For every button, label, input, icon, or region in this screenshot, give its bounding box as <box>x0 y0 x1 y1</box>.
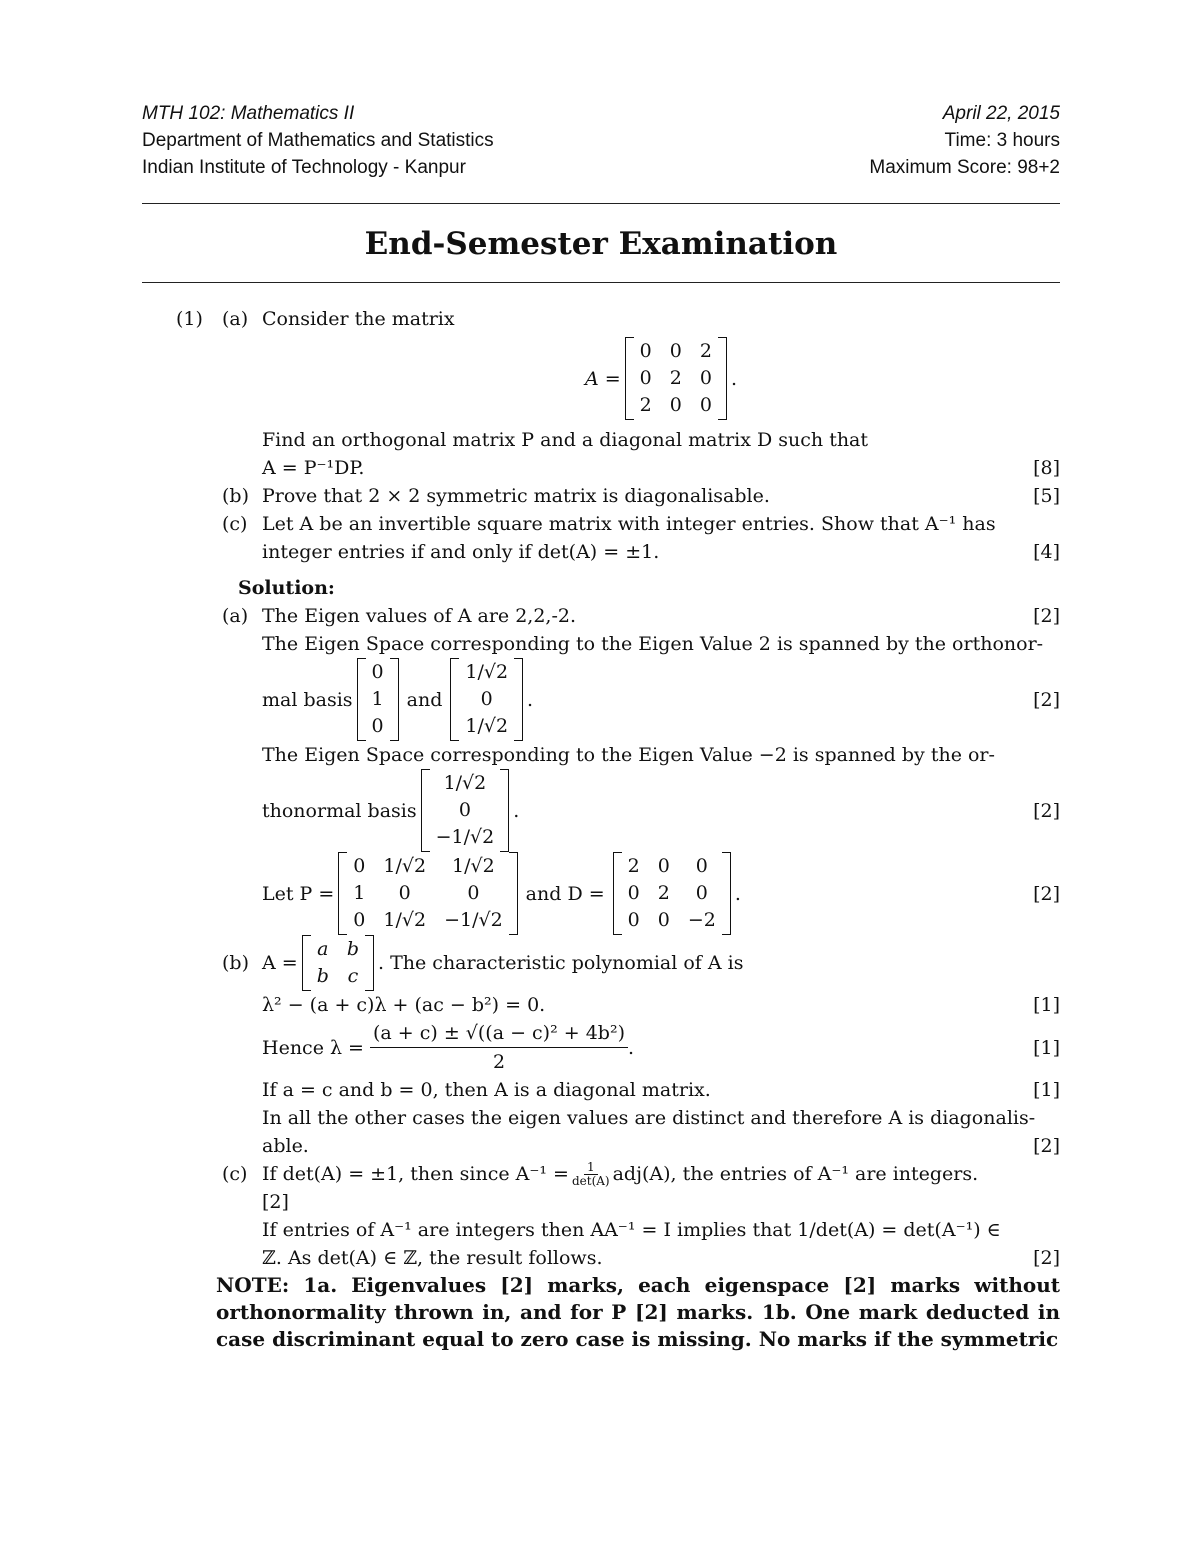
sol-mark-5: [1] <box>1033 994 1060 1016</box>
matrix-cell: a <box>317 938 329 960</box>
sol-a-label: (a) <box>222 605 249 627</box>
part-a-label: (a) <box>222 308 249 330</box>
matrix-cell: 2 <box>699 340 712 362</box>
solution: Solution: (a) The Eigen values of A are 2,2,-2. [2] The Eigen Space corresponding to the Eigen Value 2 is spanned by the orthonor- mal basis 0 1 0 and 1/√2 0 1/√2 . [2] The Eigen Space corresponding to the Eigen Value −2 is spanned by the or- thonormal basis 1/√2 0 −1/√2 . [2] Let P = 0 1/√2 1/√2 1 0 0 0 1/√2 −1/√2 and D = 2 0 0 0 2 0 0 0 −2 . [2] (b) A = a b b c . The characteristic polynomial of A is λ² − (a + c)λ + (ac − b²) = 0. [1] Hence λ = $\frac{\text{(a + c) ± √((a − c)² + 4b²)}}{2}$ . [1] If a = c and b = 0, then A is a diagonal matrix. [1] In all the other cases the eigen values are distinct and therefore A is diagonalis- able. [2] (c) If det(A) = ±1, then since A⁻¹ = $\frac{1}{\det(A)}$ adj(A), the entries of A⁻¹ are integers. [2] If entries of A⁻¹ are integers then AA⁻¹ = I implies that 1/det(A) = det(A⁻¹) ∈ ℤ. As det(A) ∈ ℤ, the result follows. [2] <box>142 574 1060 1272</box>
matrix-cell: 1 <box>353 882 366 904</box>
matrix-cell: 0 <box>699 367 712 389</box>
department: Department of Mathematics and Statistics <box>142 130 494 151</box>
matrix-a-display: A = 0 0 2 0 2 0 2 0 0 . <box>262 337 1060 420</box>
part-a-formula: A = P⁻¹DP. <box>262 457 365 479</box>
matrix-cell: 0 <box>371 715 384 737</box>
matrix-a-cells <box>634 337 718 420</box>
sol-a-line-4: The Eigen Space corresponding to the Eigen Value −2 is spanned by the or- <box>262 744 995 766</box>
and-text: and <box>406 688 443 711</box>
vector-1 <box>357 658 399 741</box>
grading-note: NOTE: 1a. Eigenvalues [2] marks, each eigenspace [2] marks without orthonormality thrown in, and for P [2] marks. 1b. One mark deducted in case discriminant equal to zero case is missing. No marks if the symmetric <box>216 1273 1060 1351</box>
sol-c-line-3: ℤ. As det(A) ∈ ℤ, the result follows. <box>262 1247 603 1269</box>
matrix-cell: 0 <box>467 882 480 904</box>
matrix-d-cells <box>622 852 722 935</box>
matrix-cell: 0 <box>371 661 384 683</box>
and-d-text: and D = <box>525 882 605 905</box>
sol-a-basis-text-2: thonormal basis <box>262 799 417 822</box>
matrix-cell: −1/√2 <box>435 826 495 848</box>
bottom-rule <box>142 282 1060 283</box>
sol-mark-7: [1] <box>1033 1079 1060 1101</box>
matrix-a <box>625 337 727 420</box>
matrix-cell: 0 <box>657 855 670 877</box>
matrix-cell: 2 <box>657 882 670 904</box>
matrix-cell: 0 <box>657 909 670 931</box>
sol-b-label: (b) <box>222 952 249 974</box>
vector-3 <box>421 769 510 852</box>
matrix-cell: 2 <box>627 855 640 877</box>
matrix-cell: 0 <box>695 882 708 904</box>
part-b-label: (b) <box>222 485 249 507</box>
matrix-a-name: A = <box>584 367 621 390</box>
vector-2-cells <box>459 658 514 741</box>
sol-mark-8: [2] <box>1033 1135 1060 1157</box>
institute: Indian Institute of Technology - Kanpur <box>142 157 466 178</box>
sol-c-line-2: If entries of A⁻¹ are integers then AA⁻¹ = I implies that 1/det(A) = det(A⁻¹) ∈ <box>262 1219 1001 1241</box>
matrix-cell: 0 <box>398 882 411 904</box>
matrix-cell: 2 <box>639 394 652 416</box>
vector-3-cells <box>430 769 501 852</box>
matrix-cell: 1/√2 <box>452 855 495 877</box>
exam-time: Time: 3 hours <box>944 130 1060 151</box>
matrix-cell: 0 <box>458 799 471 821</box>
part-a-intro: Consider the matrix <box>262 308 455 330</box>
part-c-marks: [4] <box>1033 541 1060 563</box>
part-c-text-2: integer entries if and only if det(A) = ±1. <box>262 541 660 563</box>
matrix-cell: 0 <box>639 340 652 362</box>
let-p-text: Let P = <box>262 882 335 905</box>
matrix-cell: 0 <box>639 367 652 389</box>
sol-b-if: If a = c and b = 0, then A is a diagonal matrix. <box>262 1079 711 1101</box>
exam-date: April 22, 2015 <box>942 103 1060 124</box>
matrix-cell: 0 <box>669 340 682 362</box>
matrix-cell: −2 <box>687 909 716 931</box>
matrix-cell: −1/√2 <box>444 909 503 931</box>
course-title: MTH 102: Mathematics II <box>142 103 355 124</box>
sol-a-line-2: The Eigen Space corresponding to the Eigen Value 2 is spanned by the orthonor- <box>262 633 1044 655</box>
matrix-b-cells <box>311 935 365 991</box>
part-a-marks: [8] <box>1033 457 1060 479</box>
sol-mark-4: [2] <box>1033 882 1060 905</box>
matrix-b <box>302 935 374 991</box>
part-c-label: (c) <box>222 513 248 535</box>
part-a-task: Find an orthogonal matrix P and a diagonal matrix D such that <box>262 429 869 451</box>
sol-a-basis-text: mal basis <box>262 688 353 711</box>
page-title: End-Semester Examination <box>364 226 838 262</box>
sol-b-hence: Hence λ = <box>262 1036 364 1059</box>
matrix-cell: b <box>316 965 329 987</box>
max-score: Maximum Score: 98+2 <box>869 157 1060 178</box>
matrix-cell: 0 <box>699 394 712 416</box>
matrix-p-cells <box>347 852 508 935</box>
lambda-fraction <box>370 1019 628 1076</box>
matrix-p <box>338 852 517 935</box>
inverse-denominator: det(A) <box>571 1173 610 1188</box>
sol-mark-3: [2] <box>1033 799 1060 822</box>
sol-mark-6: [1] <box>1033 1036 1060 1059</box>
inverse-fraction <box>572 1161 610 1188</box>
matrix-cell: 1 <box>371 688 384 710</box>
inverse-numerator: 1 <box>584 1161 598 1175</box>
sol-c-post: adj(A), the entries of A⁻¹ are integers. <box>612 1163 979 1185</box>
sol-a-line-1: The Eigen values of A are 2,2,-2. <box>262 605 577 627</box>
sol-mark-1: [2] <box>1033 605 1060 627</box>
matrix-cell: 0 <box>353 909 366 931</box>
part-b-marks: [5] <box>1033 485 1060 507</box>
matrix-cell: 0 <box>669 394 682 416</box>
matrix-cell: 1/√2 <box>465 661 509 683</box>
question-number: (1) <box>176 308 203 330</box>
sol-mark-10: [2] <box>1033 1247 1060 1269</box>
matrix-cell: c <box>347 965 359 987</box>
exam-page <box>142 100 1060 1353</box>
matrix-cell: 1/√2 <box>383 855 427 877</box>
matrix-cell: 0 <box>627 909 640 931</box>
part-b-text: Prove that 2 × 2 symmetric matrix is diagonalisable. <box>262 485 770 507</box>
sol-b-other-2: able. <box>262 1135 309 1157</box>
sol-b-poly: λ² − (a + c)λ + (ac − b²) = 0. <box>262 994 546 1016</box>
lambda-denominator: 2 <box>492 1051 506 1073</box>
matrix-cell: 0 <box>695 855 708 877</box>
matrix-cell: 1/√2 <box>443 772 487 794</box>
vector-2 <box>450 658 523 741</box>
exam-header <box>142 100 1060 181</box>
matrix-cell: 0 <box>353 855 366 877</box>
question-1 <box>142 305 1060 566</box>
sol-c-label: (c) <box>222 1163 248 1185</box>
lambda-numerator: (a + c) ± √((a − c)² + 4b²) <box>370 1019 628 1048</box>
sol-b-post: . The characteristic polynomial of A is <box>378 952 744 974</box>
sol-b-pre: A = <box>262 952 298 974</box>
sol-b-other: In all the other cases the eigen values are distinct and therefore A is diagonalis- <box>262 1107 1036 1129</box>
part-c-text-1: Let A be an invertible square matrix with integer entries. Show that A⁻¹ has <box>262 513 996 535</box>
matrix-cell: 0 <box>627 882 640 904</box>
matrix-d <box>613 852 731 935</box>
matrix-cell: 0 <box>480 688 493 710</box>
matrix-cell: 1/√2 <box>465 715 509 737</box>
vector-1-cells <box>366 658 390 741</box>
matrix-cell: 1/√2 <box>383 909 427 931</box>
sol-mark-9: [2] <box>262 1191 289 1213</box>
matrix-cell: 2 <box>669 367 682 389</box>
sol-c-pre: If det(A) = ±1, then since A⁻¹ = <box>262 1163 569 1185</box>
matrix-cell: b <box>346 938 360 960</box>
sol-mark-2: [2] <box>1033 688 1060 711</box>
solution-heading: Solution: <box>238 577 335 599</box>
